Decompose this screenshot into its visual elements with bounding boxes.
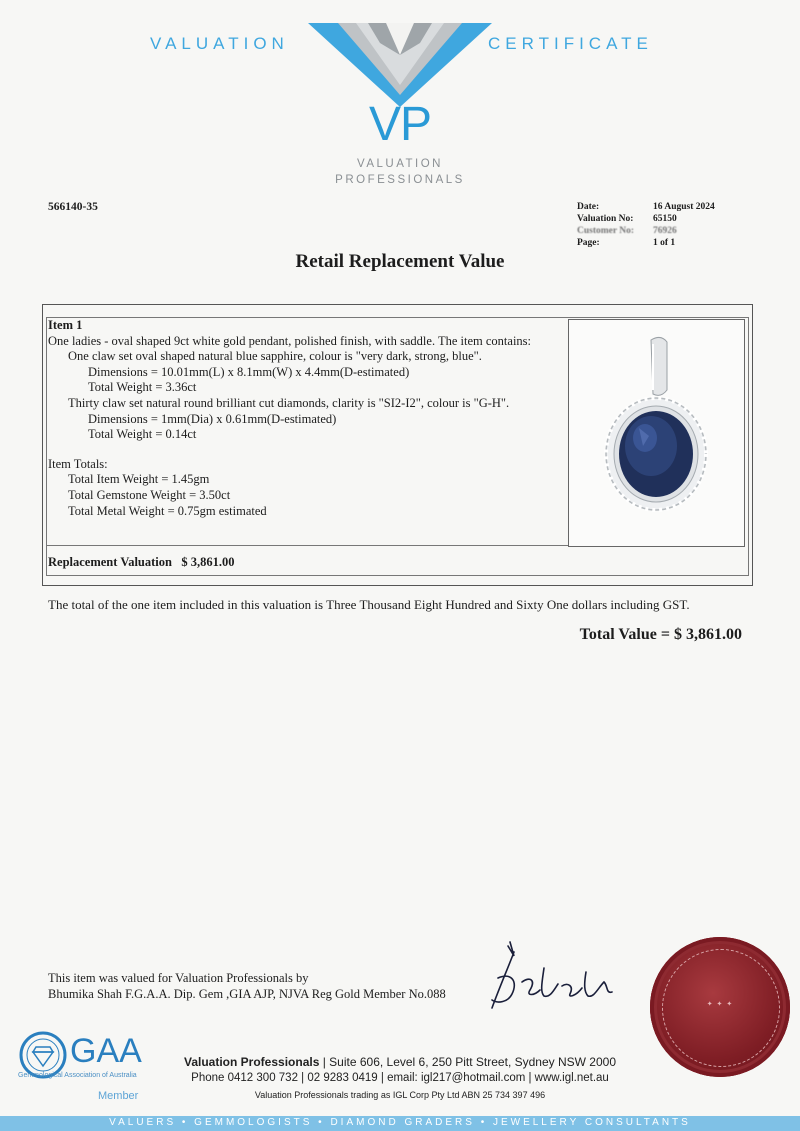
page-value: 1 of 1 (653, 238, 676, 248)
meta-block (577, 201, 715, 249)
valuation-no-label: Valuation No: (577, 214, 634, 224)
customer-no-value: 76926 (653, 226, 677, 236)
valuer-line2: Bhumika Shah F.G.A.A. Dip. Gem ,GIA AJP, NJVA Reg Gold Member No.088 (48, 987, 446, 1001)
footer-address (0, 1055, 800, 1069)
date-value: 16 August 2024 (653, 202, 715, 212)
valuer-block (48, 970, 446, 1002)
diamond-line: Thirty claw set natural round brilliant cut diamonds, clarity is "SI2-I2", colour is "G-H". (68, 395, 510, 410)
gaa-subtitle: Gemmological Association of Australia (18, 1072, 137, 1079)
replacement-label: Replacement Valuation (48, 555, 172, 569)
total-gemstone-weight: Total Gemstone Weight = 3.50ct (68, 487, 231, 502)
footer-contact: Phone 0412 300 732 | 02 9283 0419 | email: igl217@hotmail.com | www.igl.net.au (191, 1072, 609, 1084)
item-line1: One ladies - oval shaped 9ct white gold pendant, polished finish, with saddle. The item contains: (48, 333, 532, 348)
page-label: Page: (577, 238, 600, 248)
replacement-value: $ 3,861.00 (181, 555, 235, 569)
diamond-dimensions: Dimensions = 1mm(Dia) x 0.61mm(D-estimated) (88, 411, 337, 426)
sapphire-weight: Total Weight = 3.36ct (88, 380, 197, 395)
pendant-photo (568, 319, 745, 547)
logo-line1: VALUATION (357, 158, 443, 170)
total-metal-weight: Total Metal Weight = 0.75gm estimated (68, 503, 267, 518)
valuation-no-value: 65150 (653, 214, 677, 224)
gaa-member: Member (98, 1090, 139, 1102)
logo-letters: VP (368, 98, 432, 151)
footer-company: Valuation Professionals (184, 1055, 320, 1069)
replacement-valuation (48, 555, 234, 570)
item-divider (46, 545, 568, 546)
footer-address-text: | Suite 606, Level 6, 250 Pitt Street, Sydney NSW 2000 (319, 1055, 616, 1069)
total-item-weight: Total Item Weight = 1.45gm (68, 472, 210, 487)
page-title: Retail Replacement Value (295, 251, 505, 272)
logo-line2: PROFESSIONALS (335, 174, 465, 186)
totals-heading: Item Totals: (48, 456, 108, 471)
footer-band-text: VALUERS • GEMMOLOGISTS • DIAMOND GRADERS • JEWELLERY CONSULTANTS (109, 1117, 691, 1128)
seal-mark: ✦ ✦ ✦ (706, 1001, 734, 1008)
diamond-icon (308, 15, 492, 107)
total-value: Total Value = $ 3,861.00 (579, 626, 742, 643)
header-valuation-word: VALUATION (150, 34, 289, 53)
signature (478, 938, 638, 1018)
gaa-name: GAA (70, 1032, 142, 1070)
reference-number: 566140-35 (48, 201, 98, 213)
pendant-image (569, 320, 744, 546)
sapphire-dimensions: Dimensions = 10.01mm(L) x 8.1mm(W) x 4.4mm(D-estimated) (88, 364, 410, 379)
item-description (48, 318, 531, 519)
customer-no-label: Customer No: (577, 226, 635, 236)
sapphire-line: One claw set oval shaped natural blue sapphire, colour is "very dark, strong, blue". (68, 349, 482, 364)
date-label: Date: (577, 202, 600, 212)
item-heading: Item 1 (48, 318, 83, 332)
seal-ring (662, 949, 780, 1067)
diamond-weight: Total Weight = 0.14ct (88, 427, 197, 442)
valuer-line1: This item was valued for Valuation Professionals by (48, 971, 309, 985)
summary-text: The total of the one item included in this valuation is Three Thousand Eight Hundred and Sixty One dollars including GST. (48, 597, 690, 612)
header-certificate-word: CERTIFICATE (488, 34, 653, 53)
footer-trading: Valuation Professionals trading as IGL Corp Pty Ltd ABN 25 734 397 496 (254, 1090, 546, 1100)
